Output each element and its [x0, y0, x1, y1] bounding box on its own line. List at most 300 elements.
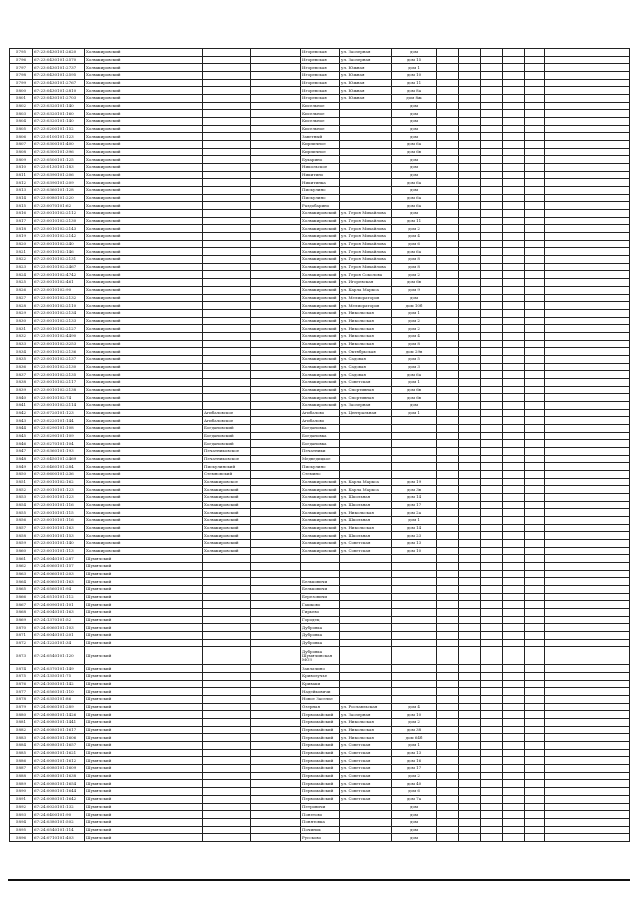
empty-cell [437, 563, 459, 571]
empty-cell [503, 780, 525, 788]
district-cell: Шумячский [85, 593, 203, 601]
house-cell [392, 601, 437, 609]
row-number-cell: 5815 [10, 202, 33, 210]
empty-cell [545, 271, 630, 279]
district-cell: Холмжировский [85, 547, 203, 555]
street-cell [340, 164, 392, 172]
empty-cell [503, 118, 525, 126]
empty-cell [459, 371, 481, 379]
row-number-cell: 5868 [10, 609, 33, 617]
district-cell: Холмжировский [85, 371, 203, 379]
settlement-cell [203, 355, 251, 363]
empty-cell [503, 516, 525, 524]
house-cell: дом 1 [392, 409, 437, 417]
settlement-cell [203, 141, 251, 149]
locality-type-cell [251, 317, 301, 325]
house-cell [392, 440, 437, 448]
row-number-cell: 5856 [10, 516, 33, 524]
empty-cell [481, 570, 503, 578]
empty-cell [503, 110, 525, 118]
empty-cell [459, 164, 481, 172]
empty-cell [437, 795, 459, 803]
empty-cell [525, 501, 545, 509]
locality-type-cell [251, 719, 301, 727]
empty-cell [545, 210, 630, 218]
street-cell [340, 570, 392, 578]
street-cell: ул. Никольская [340, 340, 392, 348]
empty-cell [503, 133, 525, 141]
settlement-cell [203, 703, 251, 711]
empty-cell [437, 417, 459, 425]
empty-cell [481, 440, 503, 448]
locality-type-cell [251, 179, 301, 187]
locality-cell: Холмжировский [301, 240, 340, 248]
row-number-cell: 5861 [10, 555, 33, 563]
empty-cell [525, 532, 545, 540]
table-row [10, 632, 630, 640]
empty-cell [503, 386, 525, 394]
empty-cell [481, 64, 503, 72]
row-number-cell: 5818 [10, 225, 33, 233]
cadastral-number-cell: 67:23:0430101:2810 [33, 87, 85, 95]
locality-type-cell [251, 749, 301, 757]
house-cell: дом 3в [392, 486, 437, 494]
house-cell: дом 6а [392, 371, 437, 379]
empty-cell [481, 624, 503, 632]
house-cell: дом 2а [392, 509, 437, 517]
house-cell: дом 6а [392, 194, 437, 202]
row-number-cell: 5852 [10, 486, 33, 494]
cadastral-number-cell: 67:24:0060101:289 [33, 703, 85, 711]
table-row [10, 309, 630, 317]
empty-cell [525, 202, 545, 210]
cadastral-number-cell: 67:23:0360101:193 [33, 447, 85, 455]
empty-cell [481, 371, 503, 379]
empty-cell [525, 141, 545, 149]
table-row [10, 409, 630, 417]
table-row [10, 486, 630, 494]
cadastral-number-cell: 67:23:0430101:2767 [33, 79, 85, 87]
empty-cell [459, 225, 481, 233]
settlement-cell: Агибаловское [203, 417, 251, 425]
district-cell: Шумячский [85, 563, 203, 571]
cadastral-number-cell: 67:23:0010102:2130 [33, 363, 85, 371]
empty-cell [503, 478, 525, 486]
empty-cell [525, 348, 545, 356]
empty-cell [525, 455, 545, 463]
empty-cell [525, 417, 545, 425]
locality-type-cell [251, 95, 301, 103]
row-number-cell: 5869 [10, 616, 33, 624]
empty-cell [525, 309, 545, 317]
empty-cell [503, 470, 525, 478]
locality-type-cell [251, 586, 301, 594]
empty-cell [545, 225, 630, 233]
house-cell: дом 10 [392, 711, 437, 719]
empty-cell [545, 803, 630, 811]
settlement-cell: Холмжировский [203, 547, 251, 555]
street-cell: ул. Мелиораторов [340, 302, 392, 310]
row-number-cell: 5827 [10, 294, 33, 302]
cadastral-number-cell: 67:24:0350101:86 [33, 696, 85, 704]
house-cell [392, 647, 437, 665]
locality-cell: Починок [301, 826, 340, 834]
locality-cell: Холмжировский [301, 271, 340, 279]
house-cell: дом 14 [392, 524, 437, 532]
settlement-cell [203, 788, 251, 796]
empty-cell [525, 102, 545, 110]
house-cell: дом 40 [392, 780, 437, 788]
empty-cell [545, 765, 630, 773]
table-row [10, 547, 630, 555]
empty-cell [545, 547, 630, 555]
locality-cell: Игоревская [301, 87, 340, 95]
empty-cell [525, 432, 545, 440]
locality-cell: Холмжировский [301, 225, 340, 233]
empty-cell [481, 703, 503, 711]
street-cell: ул. Карла Маркса [340, 286, 392, 294]
table-row [10, 432, 630, 440]
empty-cell [481, 325, 503, 333]
empty-cell [437, 64, 459, 72]
table-row [10, 803, 630, 811]
cadastral-number-cell: 67:24:0040101:287 [33, 555, 85, 563]
district-cell: Шумячский [85, 665, 203, 673]
cadastral-number-cell: 67:23:0390101:206 [33, 171, 85, 179]
table-row [10, 118, 630, 126]
locality-type-cell [251, 248, 301, 256]
table-row [10, 386, 630, 394]
cadastral-number-cell: 67:23:0010101:116 [33, 501, 85, 509]
empty-cell [437, 532, 459, 540]
empty-cell [545, 371, 630, 379]
empty-cell [525, 665, 545, 673]
empty-cell [481, 680, 503, 688]
house-cell: дом 17 [392, 765, 437, 773]
street-cell [340, 563, 392, 571]
district-cell: Холмжировский [85, 294, 203, 302]
empty-cell [525, 688, 545, 696]
empty-cell [545, 348, 630, 356]
street-cell [340, 110, 392, 118]
cadastral-number-cell: 67:23:0100101:123 [33, 133, 85, 141]
table-row [10, 225, 630, 233]
empty-cell [459, 470, 481, 478]
empty-cell [545, 470, 630, 478]
empty-cell [503, 141, 525, 149]
cadastral-number-cell: 67:23:0500101:125 [33, 156, 85, 164]
empty-cell [503, 586, 525, 594]
empty-cell [525, 332, 545, 340]
empty-cell [481, 478, 503, 486]
locality-cell: Кирпичное [301, 141, 340, 149]
table-row [10, 141, 630, 149]
locality-type-cell [251, 401, 301, 409]
empty-cell [503, 401, 525, 409]
row-number-cell: 5807 [10, 141, 33, 149]
house-cell: дом 19 [392, 478, 437, 486]
house-cell: дом 1 [392, 378, 437, 386]
empty-cell [437, 647, 459, 665]
street-cell: ул. Советская [340, 540, 392, 548]
locality-cell: Игоревская [301, 49, 340, 57]
empty-cell [503, 286, 525, 294]
locality-type-cell [251, 772, 301, 780]
locality-cell: Холмжировский [301, 524, 340, 532]
empty-cell [545, 156, 630, 164]
empty-cell [481, 632, 503, 640]
cadastral-number-cell: 67:24:0080101:1642 [33, 795, 85, 803]
cadastral-number-cell: 67:24:0080101:1644 [33, 788, 85, 796]
empty-cell [503, 156, 525, 164]
empty-cell [459, 125, 481, 133]
district-cell: Шумячский [85, 711, 203, 719]
empty-cell [437, 355, 459, 363]
row-number-cell: 5844 [10, 424, 33, 432]
empty-cell [459, 780, 481, 788]
street-cell [340, 118, 392, 126]
empty-cell [525, 378, 545, 386]
district-cell: Холмжировский [85, 417, 203, 425]
empty-cell [525, 125, 545, 133]
empty-cell [545, 772, 630, 780]
house-cell: дом [392, 210, 437, 218]
street-cell: ул. Героя Михайлова [340, 233, 392, 241]
empty-cell [525, 616, 545, 624]
empty-cell [459, 632, 481, 640]
empty-cell [437, 447, 459, 455]
cadastral-number-cell: 67:23:0300101:400 [33, 141, 85, 149]
empty-cell [525, 563, 545, 571]
district-cell: Шумячский [85, 616, 203, 624]
locality-cell: Холмжировский [301, 217, 340, 225]
row-number-cell: 5820 [10, 240, 33, 248]
settlement-cell [203, 263, 251, 271]
locality-cell: Криволучье [301, 673, 340, 681]
locality-cell: Первомайский [301, 772, 340, 780]
locality-cell: Первомайский [301, 788, 340, 796]
locality-cell: Холмжировский [301, 401, 340, 409]
empty-cell [437, 463, 459, 471]
empty-cell [481, 524, 503, 532]
locality-cell: Игоревская [301, 79, 340, 87]
empty-cell [459, 79, 481, 87]
empty-cell [437, 118, 459, 126]
table-row [10, 72, 630, 80]
district-cell: Холмжировский [85, 317, 203, 325]
empty-cell [481, 532, 503, 540]
cadastral-number-cell: 67:23:0200101:152 [33, 125, 85, 133]
empty-cell [525, 734, 545, 742]
row-number-cell: 5804 [10, 118, 33, 126]
locality-type-cell [251, 463, 301, 471]
house-cell: дом 8ж [392, 95, 437, 103]
house-cell: дом 13 [392, 540, 437, 548]
table-row [10, 788, 630, 796]
cadastral-number-cell: 67:23:0460101:284 [33, 463, 85, 471]
empty-cell [437, 187, 459, 195]
empty-cell [437, 378, 459, 386]
settlement-cell [203, 757, 251, 765]
locality-cell: Холмжировский [301, 348, 340, 356]
empty-cell [481, 719, 503, 727]
cadastral-number-cell: 67:24:0400101:90 [33, 811, 85, 819]
locality-cell: Холмжировский [301, 286, 340, 294]
district-cell: Холмжировский [85, 187, 203, 195]
cadastral-number-cell: 67:24:1050101:142 [33, 680, 85, 688]
empty-cell [481, 540, 503, 548]
cadastral-number-cell: 67:24:0540101:120 [33, 647, 85, 665]
locality-cell: Никитино [301, 171, 340, 179]
empty-cell [525, 156, 545, 164]
settlement-cell [203, 87, 251, 95]
row-number-cell: 5862 [10, 563, 33, 571]
footer-rule [8, 879, 630, 881]
district-cell: Шумячский [85, 834, 203, 842]
locality-cell: Холмжировский [301, 279, 340, 287]
table-row [10, 233, 630, 241]
house-cell: дом 2 [392, 719, 437, 727]
empty-cell [525, 233, 545, 241]
empty-cell [545, 540, 630, 548]
row-number-cell: 5796 [10, 56, 33, 64]
empty-cell [437, 486, 459, 494]
house-cell: дом 10б [392, 302, 437, 310]
empty-cell [437, 240, 459, 248]
empty-cell [525, 803, 545, 811]
street-cell: ул. Октябрьская [340, 348, 392, 356]
street-cell [340, 202, 392, 210]
empty-cell [459, 703, 481, 711]
empty-cell [481, 202, 503, 210]
empty-cell [437, 501, 459, 509]
settlement-cell [203, 593, 251, 601]
empty-cell [437, 125, 459, 133]
empty-cell [525, 749, 545, 757]
empty-cell [481, 79, 503, 87]
empty-cell [525, 478, 545, 486]
empty-cell [459, 263, 481, 271]
empty-cell [545, 516, 630, 524]
row-number-cell: 5865 [10, 586, 33, 594]
empty-cell [545, 332, 630, 340]
house-cell: дом 4 [392, 332, 437, 340]
cadastral-number-cell: 67:23:0010102:2110 [33, 302, 85, 310]
house-cell: дом 64б [392, 734, 437, 742]
district-cell: Шумячский [85, 647, 203, 665]
empty-cell [525, 463, 545, 471]
table-row [10, 757, 630, 765]
locality-type-cell [251, 294, 301, 302]
row-number-cell: 5805 [10, 125, 33, 133]
locality-type-cell [251, 118, 301, 126]
street-cell [340, 417, 392, 425]
cadastral-number-cell: 67:24:0080101:1617 [33, 726, 85, 734]
street-cell: ул. Заозерная [340, 49, 392, 57]
row-number-cell: 5850 [10, 470, 33, 478]
empty-cell [545, 818, 630, 826]
street-cell: ул. Садовая [340, 363, 392, 371]
cadastral-number-cell: 67:24:0060101:103 [33, 624, 85, 632]
locality-type-cell [251, 624, 301, 632]
empty-cell [437, 409, 459, 417]
locality-type-cell [251, 133, 301, 141]
locality-type-cell [251, 217, 301, 225]
settlement-cell [203, 688, 251, 696]
locality-cell: Холмжировский [301, 263, 340, 271]
row-number-cell: 5811 [10, 171, 33, 179]
street-cell [340, 447, 392, 455]
empty-cell [503, 696, 525, 704]
empty-cell [437, 734, 459, 742]
street-cell [340, 125, 392, 133]
house-cell: дом 6в [392, 279, 437, 287]
empty-cell [459, 256, 481, 264]
empty-cell [459, 788, 481, 796]
empty-cell [459, 286, 481, 294]
district-cell: Холмжировский [85, 378, 203, 386]
row-number-cell: 5842 [10, 409, 33, 417]
district-cell: Холмжировский [85, 432, 203, 440]
locality-type-cell [251, 632, 301, 640]
settlement-cell [203, 271, 251, 279]
empty-cell [437, 540, 459, 548]
house-cell [392, 624, 437, 632]
cadastral-number-cell: 67:23:0010102:2133 [33, 317, 85, 325]
table-row [10, 102, 630, 110]
table-row [10, 156, 630, 164]
empty-cell [481, 586, 503, 594]
row-number-cell: 5798 [10, 72, 33, 80]
house-cell [392, 578, 437, 586]
empty-cell [525, 110, 545, 118]
empty-cell [459, 340, 481, 348]
settlement-cell [203, 72, 251, 80]
empty-cell [525, 601, 545, 609]
empty-cell [545, 455, 630, 463]
street-cell: ул. Никольская [340, 734, 392, 742]
district-cell: Холмжировский [85, 470, 203, 478]
street-cell: ул. Центральная [340, 409, 392, 417]
locality-type-cell [251, 578, 301, 586]
empty-cell [459, 719, 481, 727]
empty-cell [481, 148, 503, 156]
empty-cell [481, 563, 503, 571]
settlement-cell: Стемновский [203, 470, 251, 478]
settlement-cell [203, 726, 251, 734]
empty-cell [481, 765, 503, 773]
empty-cell [503, 703, 525, 711]
empty-cell [481, 578, 503, 586]
empty-cell [481, 340, 503, 348]
row-number-cell: 5883 [10, 734, 33, 742]
empty-cell [437, 624, 459, 632]
district-cell: Холмжировский [85, 455, 203, 463]
empty-cell [437, 711, 459, 719]
street-cell [340, 156, 392, 164]
empty-cell [437, 826, 459, 834]
house-cell: дом [392, 294, 437, 302]
empty-cell [525, 719, 545, 727]
locality-cell: Холмжировский [301, 332, 340, 340]
house-cell [392, 463, 437, 471]
empty-cell [459, 516, 481, 524]
locality-cell: Дубровка [301, 624, 340, 632]
district-cell: Шумячский [85, 570, 203, 578]
empty-cell [525, 394, 545, 402]
street-cell [340, 680, 392, 688]
empty-cell [503, 726, 525, 734]
